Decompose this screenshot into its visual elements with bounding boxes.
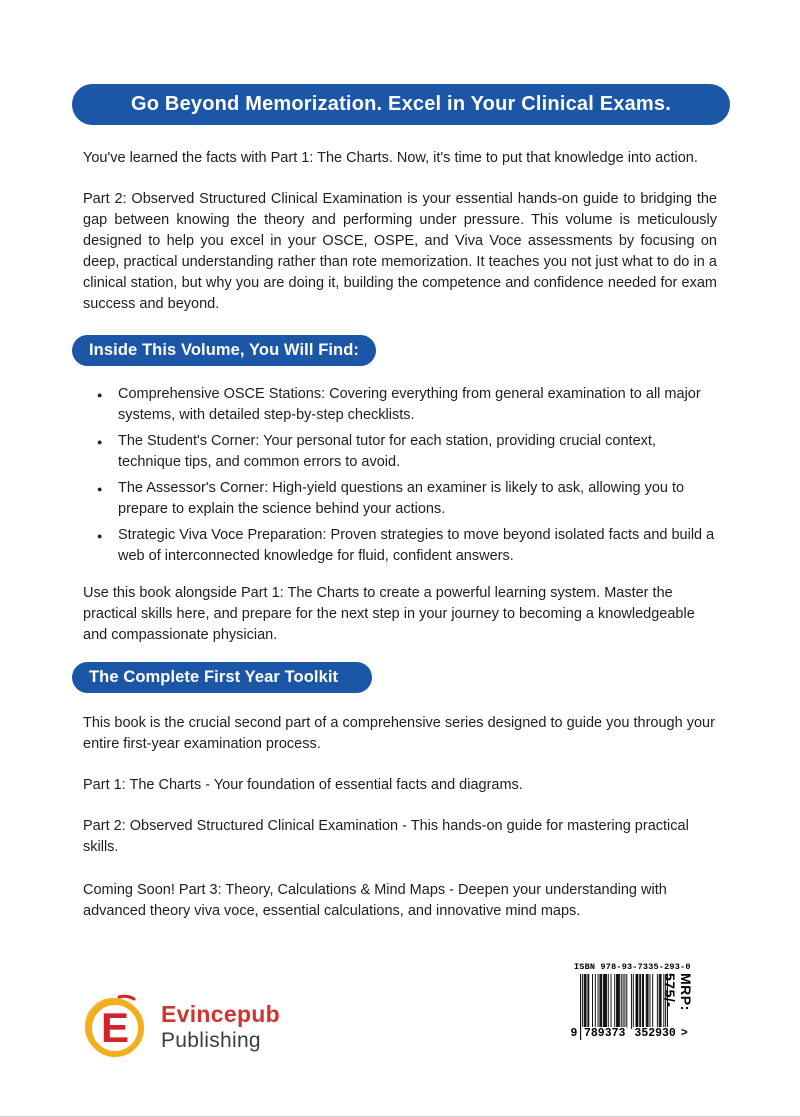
part2-description-paragraph: Part 2: Observed Structured Clinical Examination is your essential hands-on guide to bridging the gap between knowing the theory and performing under pressure. This volume is meticulously designed to help you excel in your OSCE, OSPE, and Viva Voce assessments by focusing on deep, practical understanding rather than rote memorization. It teaches you not just what to do in a clinical station, but why you are doing it, building the competence and confidence needed for exam success and beyond. xyxy=(83,191,717,312)
cover-content xyxy=(0,84,800,922)
part2-line: Part 2: Observed Structured Clinical Examination - This hands-on guide for mastering practical skills. xyxy=(83,818,689,855)
barcode-digit-tail: > xyxy=(678,1027,688,1040)
logo-letter: E xyxy=(100,1004,129,1051)
toolkit-banner xyxy=(72,662,372,693)
headline-banner xyxy=(72,84,730,125)
inside-volume-banner-text: Inside This Volume, You Will Find: xyxy=(89,341,360,359)
inside-volume-banner xyxy=(72,335,376,366)
feature-item-viva-voce: ● Strategic Viva Voce Preparation: Proven strategies to move beyond isolated facts and build a web of interconnected knowledge for fluid, confident answers. xyxy=(97,525,717,567)
publisher-subtitle: Publishing xyxy=(161,1029,261,1052)
barcode-digit-group2: 352930 xyxy=(634,1027,676,1040)
isbn-barcode xyxy=(568,962,700,1040)
part1-line: Part 1: The Charts - Your foundation of essential facts and diagrams. xyxy=(83,777,523,793)
publisher-logo-text xyxy=(161,1001,280,1053)
barcode-digit-lead: 9 xyxy=(568,1027,580,1040)
publisher-logo xyxy=(80,992,280,1062)
publisher-logo-mark xyxy=(80,992,150,1062)
toolkit-banner-text: The Complete First Year Toolkit xyxy=(89,668,339,686)
features-list xyxy=(83,384,717,567)
intro-paragraph: You've learned the facts with Part 1: The Charts. Now, it's time to put that knowledge into action. xyxy=(83,150,698,166)
isbn-label: ISBN 978-93-7335-293-0 xyxy=(574,962,691,972)
headline-text: Go Beyond Memorization. Excel in Your Clinical Exams. xyxy=(131,93,671,115)
publisher-name: Evincepub xyxy=(161,1001,281,1027)
companion-paragraph: Use this book alongside Part 1: The Charts to create a powerful learning system. Master the practical skills here, and prepare for the next step in your journey to becoming a knowledgeable and compassionate physician. xyxy=(83,585,695,643)
feature-item-assessors-corner: ● The Assessor's Corner: High-yield questions an examiner is likely to ask, allowing you to prepare to explain the science behind your actions. xyxy=(97,478,717,520)
mrp-price-label: MRP: 575/- xyxy=(662,973,694,1011)
feature-item-students-corner: ● The Student's Corner: Your personal tutor for each station, providing crucial context, technique tips, and common errors to avoid. xyxy=(97,431,717,473)
feature-item-osce-stations: ● Comprehensive OSCE Stations: Covering everything from general examination to all major systems, with detailed step-by-step checklists. xyxy=(97,384,717,426)
toolkit-intro-paragraph: This book is the crucial second part of a comprehensive series designed to guide you through your entire first-year examination process. xyxy=(83,715,715,752)
part3-line: Coming Soon! Part 3: Theory, Calculations & Mind Maps - Deepen your understanding with advanced theory viva voce, essential calculations, and innovative mind maps. xyxy=(83,882,667,919)
barcode-digit-group1: 789373 xyxy=(584,1027,626,1040)
